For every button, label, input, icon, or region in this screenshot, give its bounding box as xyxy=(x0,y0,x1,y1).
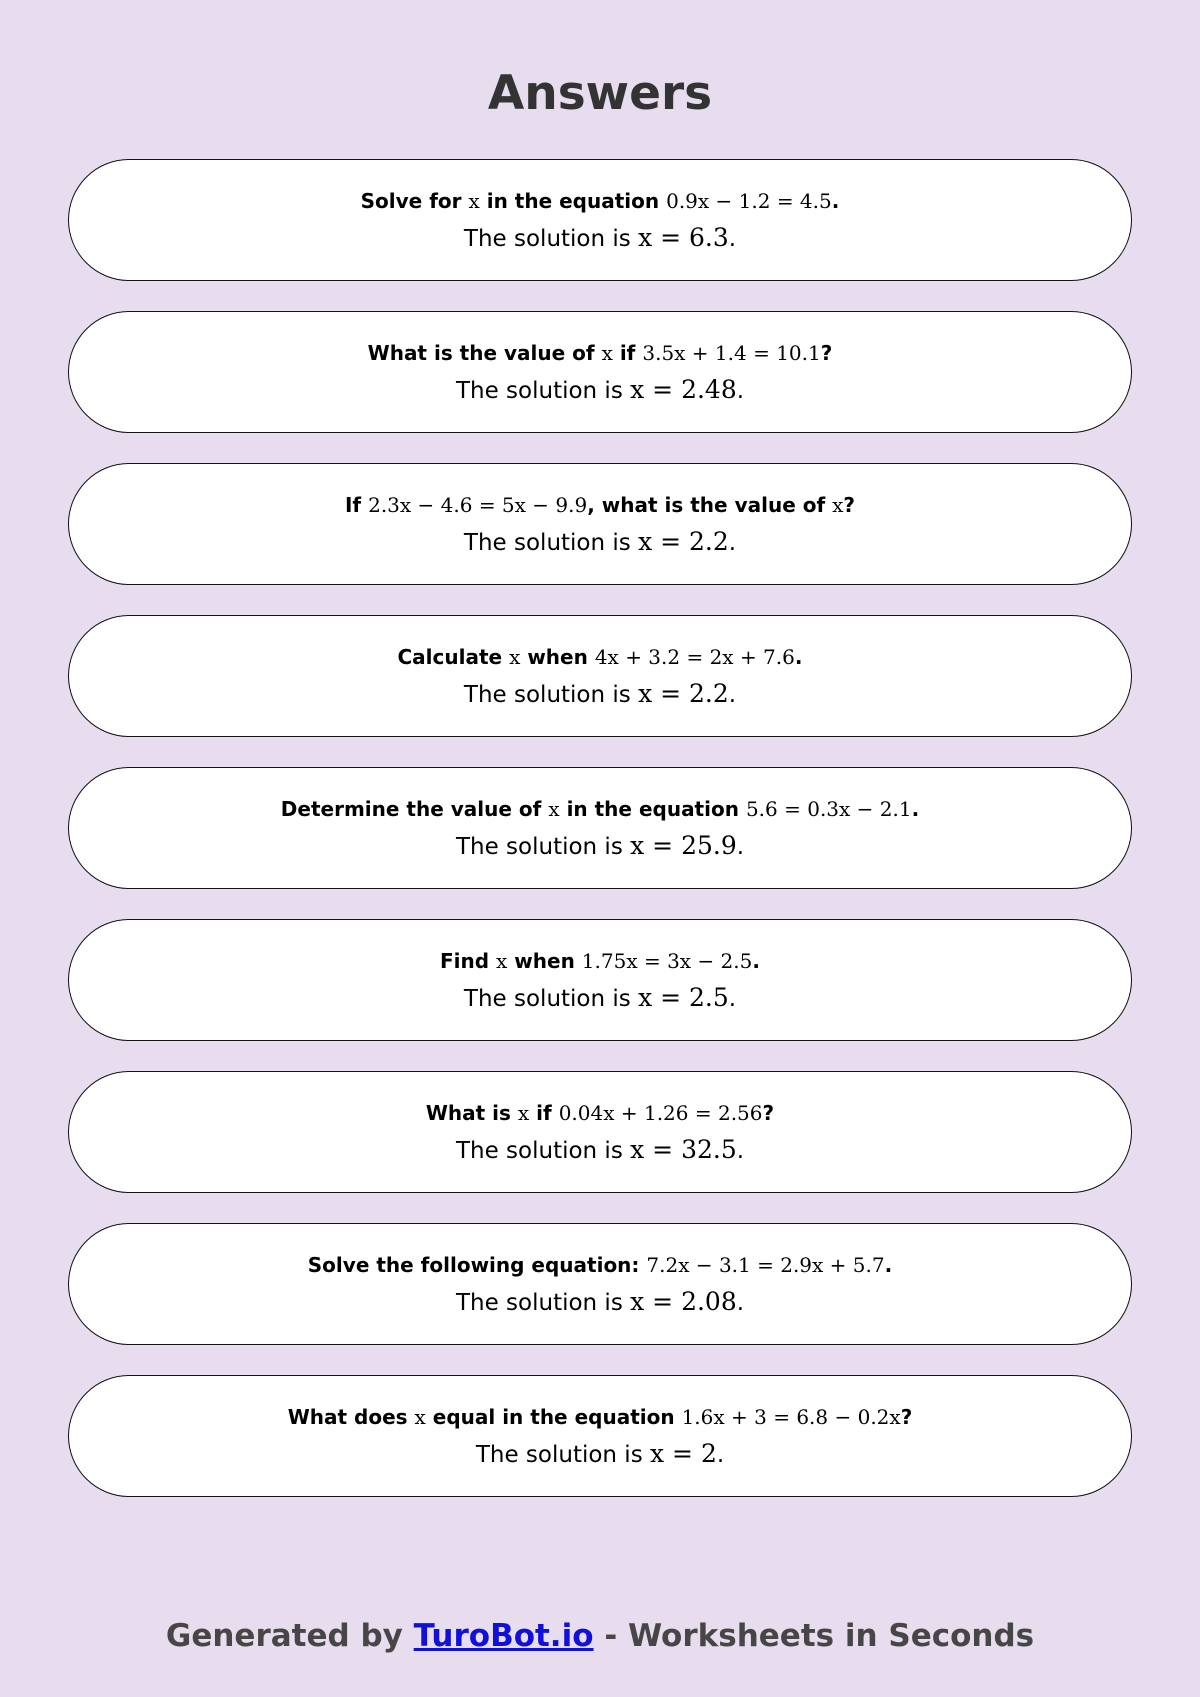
answer-suffix: . xyxy=(728,681,737,708)
answer-prefix: The solution is xyxy=(455,1289,623,1316)
answer-suffix: . xyxy=(728,225,737,252)
answer-card xyxy=(68,615,1132,737)
page-title: Answers xyxy=(487,66,713,121)
answer-equation: x = 2.5 xyxy=(638,982,729,1012)
question-text xyxy=(368,340,833,366)
answer-prefix: The solution is xyxy=(463,681,631,708)
question-text xyxy=(440,948,760,974)
question-suffix: . xyxy=(794,644,803,669)
answer-suffix: . xyxy=(736,377,745,404)
answer-prefix: The solution is xyxy=(455,833,623,860)
answer-equation: x = 2.2 xyxy=(638,678,729,708)
answer-equation: x = 2.2 xyxy=(638,526,729,556)
question-variable: x xyxy=(601,340,613,365)
question-variable: x xyxy=(496,948,508,973)
question-equation: 7.2x − 3.1 = 2.9x + 5.7 xyxy=(646,1252,885,1277)
question-middle: when xyxy=(527,644,588,669)
question-prefix: If xyxy=(344,492,362,517)
answer-prefix: The solution is xyxy=(455,377,623,404)
answer-equation: x = 25.9 xyxy=(630,830,737,860)
answer-card xyxy=(68,311,1132,433)
question-prefix: Solve the following equation: xyxy=(307,1252,640,1277)
answer-suffix: . xyxy=(736,833,745,860)
answer-prefix: The solution is xyxy=(455,1137,623,1164)
answer-equation: x = 2.48 xyxy=(630,374,737,404)
answer-suffix: . xyxy=(716,1441,725,1468)
question-variable: x xyxy=(548,796,560,821)
question-middle: when xyxy=(514,948,575,973)
answer-card xyxy=(68,1375,1132,1497)
question-prefix: Find xyxy=(440,948,490,973)
question-middle: if xyxy=(536,1100,552,1125)
question-text xyxy=(345,492,855,518)
answer-text xyxy=(464,984,736,1013)
question-prefix: What is the value of xyxy=(367,340,595,365)
answer-text xyxy=(464,224,736,253)
answer-card xyxy=(68,159,1132,281)
answer-card xyxy=(68,767,1132,889)
answer-prefix: The solution is xyxy=(463,529,631,556)
question-prefix: Solve for xyxy=(360,188,462,213)
question-prefix: What is xyxy=(425,1100,511,1125)
question-variable: x xyxy=(832,492,844,517)
answer-suffix: . xyxy=(728,529,737,556)
question-middle: , what is the value of xyxy=(587,492,826,517)
question-equation: 3.5x + 1.4 = 10.1 xyxy=(642,340,821,365)
question-equation: 1.6x + 3 = 6.8 − 0.2x xyxy=(681,1404,901,1429)
answer-prefix: The solution is xyxy=(463,225,631,252)
question-middle: in the equation xyxy=(486,188,660,213)
question-text xyxy=(398,644,803,670)
question-equation: 1.75x = 3x − 2.5 xyxy=(581,948,753,973)
question-suffix: ? xyxy=(900,1404,913,1429)
answer-text xyxy=(456,832,744,861)
question-middle: equal in the equation xyxy=(432,1404,675,1429)
question-suffix: ? xyxy=(762,1100,775,1125)
answer-suffix: . xyxy=(736,1289,745,1316)
answer-text xyxy=(476,1440,724,1469)
question-variable: x xyxy=(414,1404,426,1429)
question-equation: 2.3x − 4.6 = 5x − 9.9 xyxy=(368,492,588,517)
question-suffix: . xyxy=(884,1252,893,1277)
answer-card xyxy=(68,1223,1132,1345)
question-middle: in the equation xyxy=(566,796,739,821)
question-variable: x xyxy=(517,1100,530,1125)
question-prefix: Calculate xyxy=(397,644,503,669)
question-equation: 0.9x − 1.2 = 4.5 xyxy=(666,188,832,213)
answer-prefix: The solution is xyxy=(463,985,631,1012)
answer-card xyxy=(68,919,1132,1041)
answer-equation: x = 6.3 xyxy=(638,222,729,252)
answer-card xyxy=(68,463,1132,585)
answer-suffix: . xyxy=(736,1137,745,1164)
answer-equation: x = 32.5 xyxy=(630,1134,737,1164)
question-text xyxy=(361,188,840,214)
answer-equation: x = 2 xyxy=(650,1438,717,1468)
question-prefix: What does xyxy=(287,1404,408,1429)
answer-text xyxy=(464,528,736,557)
question-suffix: . xyxy=(752,948,760,973)
footer-suffix: - Worksheets in Seconds xyxy=(604,1618,1035,1654)
question-suffix: ? xyxy=(820,340,833,365)
footer-prefix: Generated by xyxy=(165,1618,403,1654)
answer-text xyxy=(464,680,736,709)
question-text xyxy=(308,1252,892,1278)
question-prefix: Determine the value of xyxy=(280,796,542,821)
question-equation: 0.04x + 1.26 = 2.56 xyxy=(558,1100,763,1125)
question-text xyxy=(288,1404,913,1430)
question-middle: if xyxy=(619,340,636,365)
question-suffix: . xyxy=(831,188,840,213)
answer-card xyxy=(68,1071,1132,1193)
answer-suffix: . xyxy=(728,985,737,1012)
answer-prefix: The solution is xyxy=(475,1441,643,1468)
footer xyxy=(0,1618,1200,1654)
answer-text xyxy=(456,376,744,405)
question-suffix: . xyxy=(911,796,920,821)
question-equation: 4x + 3.2 = 2x + 7.6 xyxy=(594,644,795,669)
question-variable: x xyxy=(509,644,521,669)
question-text xyxy=(426,1100,774,1126)
answer-text xyxy=(456,1136,744,1165)
turobot-link[interactable]: TuroBot.io xyxy=(413,1618,594,1654)
question-equation: 5.6 = 0.3x − 2.1 xyxy=(745,796,912,821)
question-variable: x xyxy=(468,188,480,213)
answer-list xyxy=(68,159,1132,1527)
answer-text xyxy=(456,1288,744,1317)
question-text xyxy=(281,796,919,822)
question-suffix: ? xyxy=(843,492,856,517)
answer-equation: x = 2.08 xyxy=(630,1286,737,1316)
